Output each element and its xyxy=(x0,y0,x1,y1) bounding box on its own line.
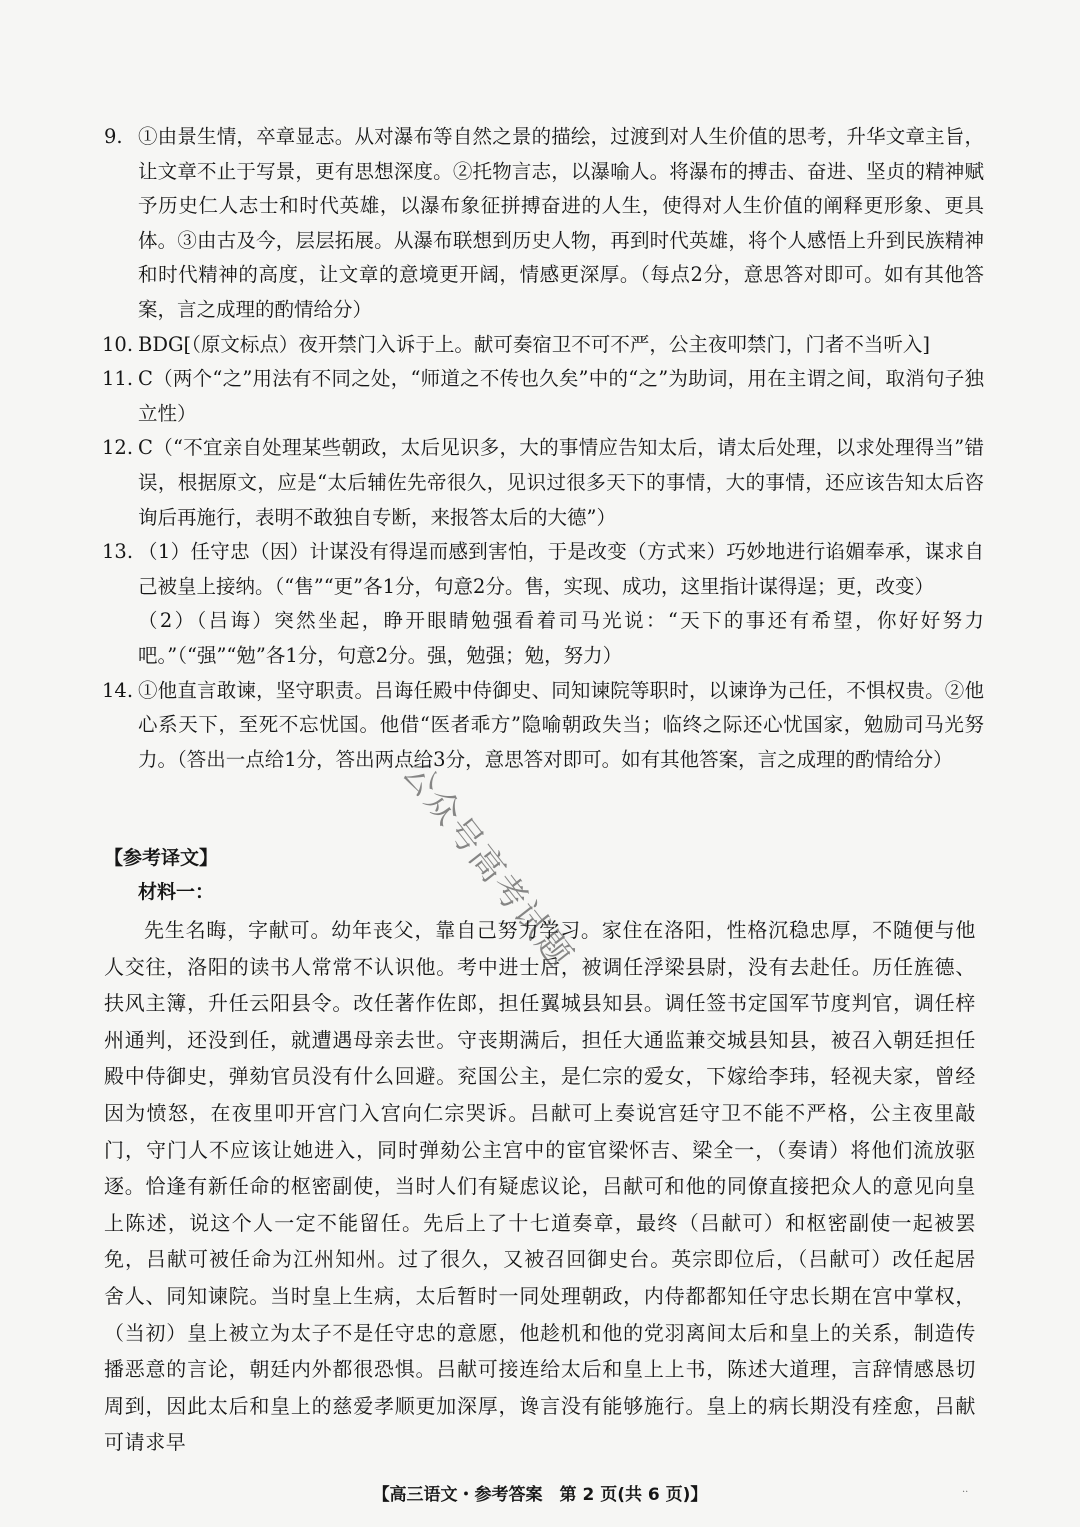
answer-text-part-2: （2）（吕诲）突然坐起，睁开眼睛勉强看着司马光说：“天下的事还有希望，你好好努力吧。”（“强”“勉”各1分，句意2分。强，勉强；勉，努力） xyxy=(138,609,984,667)
answer-section xyxy=(104,120,984,777)
answer-14 xyxy=(104,674,984,778)
answer-13-part-2 xyxy=(104,604,984,673)
reference-heading: 【参考译文】 xyxy=(104,847,219,869)
answer-text: C（两个“之”用法有不同之处，“师道之不传也久矣”中的“之”为助词，用在主谓之间，取消句子独立性） xyxy=(138,367,984,425)
watermark: 公众号高考试题 xyxy=(394,752,581,977)
answer-number: 11. xyxy=(102,367,134,391)
answer-number: 10. xyxy=(102,332,134,356)
answer-text-part-1: （1）任守忠（因）计谋没有得逞而感到害怕，于是改变（方式来）巧妙地进行谄媚奉承，谋求自己被皇上接纳。（“售”“更”各1分，句意2分。售，实现、成功，这里指计谋得逞；更，改变） xyxy=(138,540,984,598)
scan-mark: ·· xyxy=(962,1487,969,1498)
answer-text: BDG[（原文标点）夜开禁门入诉于上。献可奏宿卫不可不严，公主夜叩禁门，门者不当听入] xyxy=(138,332,931,356)
answer-text: C（“不宜亲自处理某些朝政，太后见识多，大的事情应告知太后，请太后处理，以求处理得当”错误，根据原文，应是“太后辅佐先帝很久，见识过很多天下的事情，大的事情，还应该告知太后咨询后再施行，表明不敢独自专断，来报答太后的大德”） xyxy=(138,436,984,529)
material-label: 材料一： xyxy=(138,881,215,903)
answer-11 xyxy=(104,362,984,431)
answer-number: 9. xyxy=(104,125,123,148)
answer-10 xyxy=(104,328,984,363)
answer-12 xyxy=(104,431,984,535)
answer-number: 13. xyxy=(102,540,134,564)
answer-number: 12. xyxy=(102,436,134,460)
answer-text: ①他直言敢谏，坚守职责。吕诲任殿中侍御史、同知谏院等职时，以谏诤为己任，不惧权贵。②他心系天下，至死不忘忧国。他借“医者乖方”隐喻朝政失当；临终之际还心忧国家，勉励司马光努力。（答出一点给1分，答出两点给3分，意思答对即可。如有其他答案，言之成理的酌情给分） xyxy=(138,678,984,771)
answer-9 xyxy=(104,120,984,328)
translation-paragraph: 先生名晦，字献可。幼年丧父，靠自己努力学习。家住在洛阳，性格沉稳忠厚，不随便与他人交往，洛阳的读书人常常不认识他。考中进士后，被调任浮梁县尉，没有去赴任。历任旌德、扶风主簿，升任云阳县令。改任著作佐郎，担任翼城县知县。调任签书定国军节度判官，调任梓州通判，还没到任，就遭遇母亲去世。守丧期满后，担任大通监兼交城县知县，被召入朝廷担任殿中侍御史，弹劾官员没有什么回避。兖国公主，是仁宗的爱女，下嫁给李玮，轻视夫家，曾经因为愤怒，在夜里叩开宫门入宫向仁宗哭诉。吕献可上奏说宫廷守卫不能不严格，公主夜里敲门，守门人不应该让她进入，同时弹劾公主宫中的宦官梁怀吉、梁全一，（奏请）将他们流放驱逐。恰逢有新任命的枢密副使，当时人们有疑虑议论，吕献可和他的同僚直接把众人的意见向皇上陈述，说这个人一定不能留任。先后上了十七道奏章，最终（吕献可）和枢密副使一起被罢免，吕献可被任命为江州知州。过了很久，又被召回御史台。英宗即位后，（吕献可）改任起居舍人、同知谏院。当时皇上生病，太后暂时一同处理朝政，内侍都都知任守忠长期在宫中掌权，（当初）皇上被立为太子不是任守忠的意愿，他趁机和他的党羽离间太后和皇上的关系，制造传播恶意的言论，朝廷内外都很恐惧。吕献可接连给太后和皇上上书，陈述大道理，言辞情感恳切周到，因此太后和皇上的慈爱孝顺更加深厚，谗言没有能够施行。皇上的病长期没有痊愈，吕献可请求早 xyxy=(104,918,976,1455)
answer-13 xyxy=(104,535,984,604)
answer-text: ①由景生情，卒章显志。从对瀑布等自然之景的描绘，过渡到对人生价值的思考，升华文章主旨，让文章不止于写景，更有思想深度。②托物言志，以瀑喻人。将瀑布的搏击、奋进、坚贞的精神赋予历史仁人志士和时代英雄，以瀑布象征拼搏奋进的人生，使得对人生价值的阐释更形象、更具体。③由古及今，层层拓展。从瀑布联想到历史人物，再到时代英雄，将个人感悟上升到民族精神和时代精神的高度，让文章的意境更开阔，情感更深厚。（每点2分，意思答对即可。如有其他答案，言之成理的酌情给分） xyxy=(138,125,984,321)
page-footer: 【高三语文・参考答案 第 2 页(共 6 页)】 xyxy=(372,1485,708,1505)
answer-number: 14. xyxy=(102,678,134,702)
